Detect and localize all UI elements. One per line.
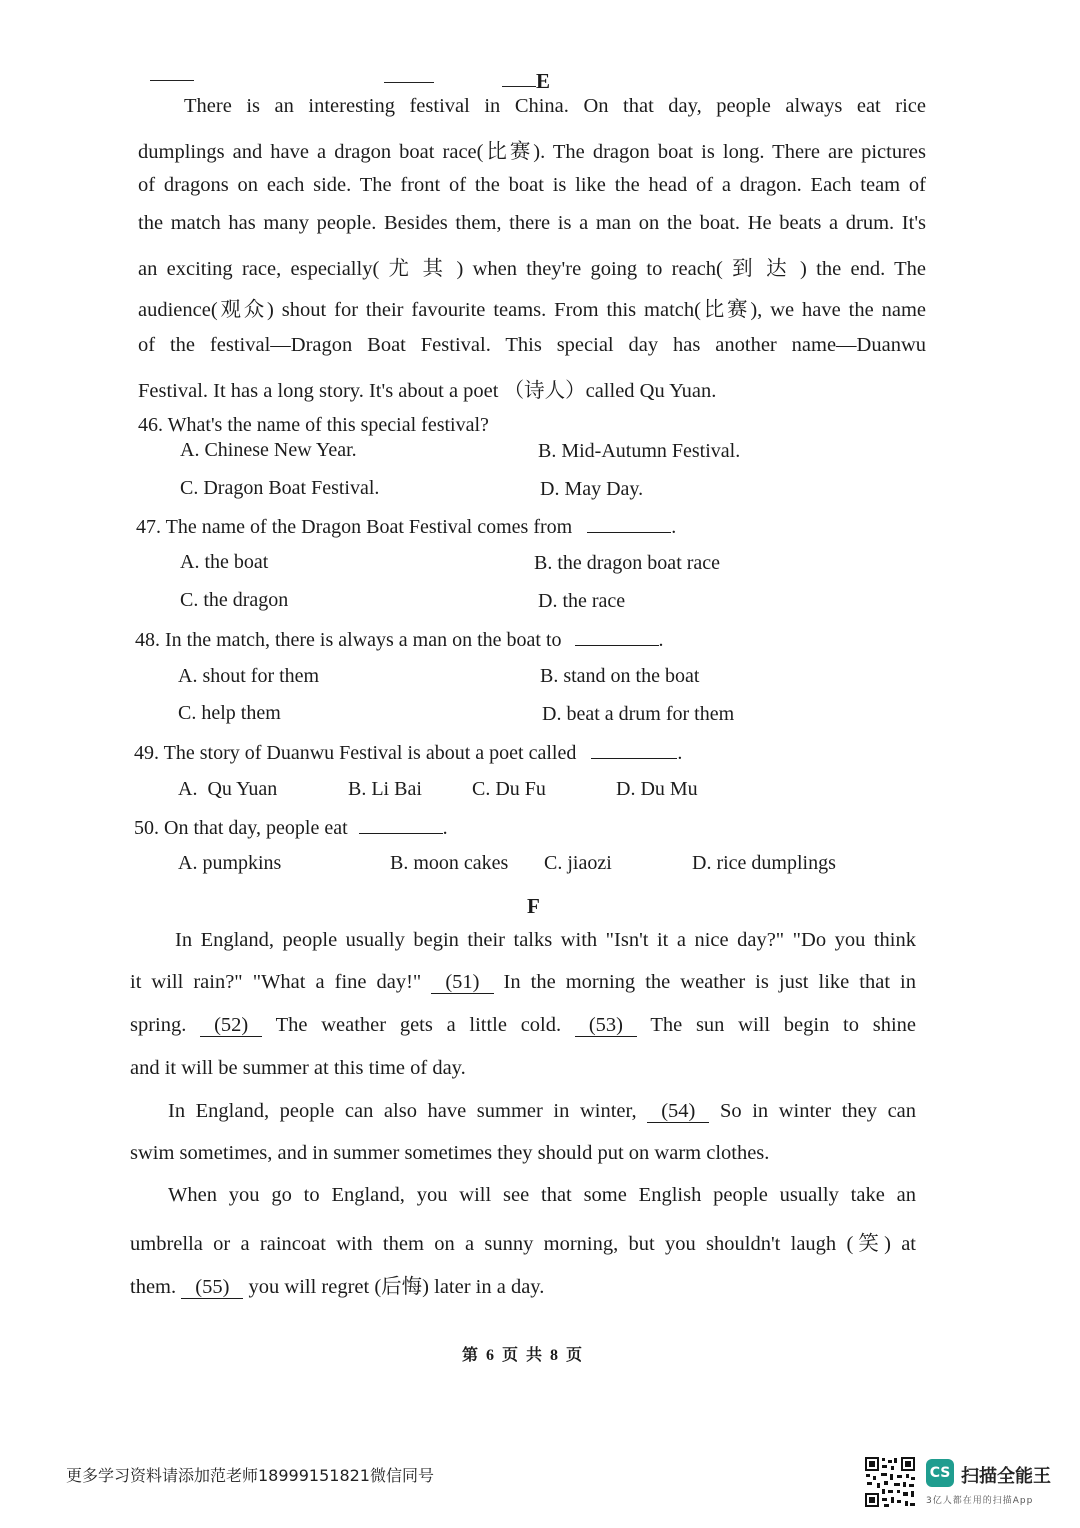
passage-text: The weather gets a little cold. xyxy=(275,1014,562,1036)
passage-line xyxy=(168,1100,916,1123)
question-50-stem xyxy=(134,815,448,840)
question-49-option-b: B. Li Bai xyxy=(348,778,422,800)
qr-code-icon xyxy=(864,1456,916,1508)
question-47-option-c: C. the dragon xyxy=(180,589,289,611)
blank-end-period: . xyxy=(677,742,683,764)
answer-blank xyxy=(575,627,659,646)
question-46-option-a: A. Chinese New Year. xyxy=(180,439,357,461)
question-49-text: 49. The story of Duanwu Festival is about a poet called xyxy=(134,742,577,764)
blank-end-period: . xyxy=(671,516,677,538)
section-e-heading: E xyxy=(536,69,551,93)
gap-54[interactable]: (54) xyxy=(647,1101,709,1123)
header-dash-left xyxy=(150,80,194,81)
question-47-option-b: B. the dragon boat race xyxy=(534,552,721,574)
page-indicator: 第 6 页 共 8 页 xyxy=(462,1347,585,1364)
blank-end-period: . xyxy=(442,817,448,839)
passage-line: and it will be summer at this time of day. xyxy=(130,1057,466,1079)
question-46-stem: 46. What's the name of this special festival? xyxy=(138,414,489,436)
question-50-text: 50. On that day, people eat xyxy=(134,817,348,839)
passage-text: it will rain?" "What a fine day!" xyxy=(130,971,422,993)
passage-line: audience(观众) shout for their favourite teams. From this match(比赛), we have the name xyxy=(138,299,926,321)
question-50-option-b: B. moon cakes xyxy=(390,852,509,874)
passage-text: you will regret (后悔) later in a day. xyxy=(248,1276,545,1298)
passage-line xyxy=(130,1269,916,1299)
header-dash-middle xyxy=(384,82,434,83)
answer-blank xyxy=(587,514,671,533)
promo-note: 更多学习资料请添加范老师18999151821微信同号 xyxy=(66,1466,434,1485)
scanner-logo-icon: CS xyxy=(926,1459,954,1487)
passage-text: In England, people can also have summer in winter, xyxy=(168,1100,637,1122)
scanner-brand: 扫描全能王 xyxy=(961,1466,1051,1487)
passage-line: In England, people usually begin their talks with "Isn't it a nice day?" "Do you think xyxy=(175,929,916,951)
question-50-option-c: C. jiaozi xyxy=(544,852,612,874)
gap-52[interactable]: (52) xyxy=(200,1015,262,1037)
question-48-text: 48. In the match, there is always a man on the boat to xyxy=(135,629,562,651)
passage-line: of the festival—Dragon Boat Festival. This special day has another name—Duanwu xyxy=(138,334,926,356)
passage-line: of dragons on each side. The front of the boat is like the head of a dragon. Each team of xyxy=(138,174,926,196)
question-47-stem xyxy=(136,514,676,539)
answer-blank xyxy=(359,815,443,834)
question-48-option-b: B. stand on the boat xyxy=(540,665,700,687)
passage-line: swim sometimes, and in summer sometimes they should put on warm clothes. xyxy=(130,1142,770,1164)
passage-text: The sun will begin to shine xyxy=(650,1014,916,1036)
passage-text: spring. xyxy=(130,1014,187,1036)
passage-text: So in winter they can xyxy=(719,1100,917,1122)
passage-line: umbrella or a raincoat with them on a sunny morning, but you shouldn't laugh (笑) at xyxy=(130,1233,916,1255)
gap-51[interactable]: (51) xyxy=(431,972,493,994)
question-46-option-d: D. May Day. xyxy=(540,478,644,500)
question-47-text: 47. The name of the Dragon Boat Festival comes from xyxy=(136,516,573,538)
question-49-option-d: D. Du Mu xyxy=(616,778,698,800)
question-47-option-a: A. the boat xyxy=(180,551,269,573)
question-49-option-c: C. Du Fu xyxy=(472,778,546,800)
question-49-stem xyxy=(134,740,682,765)
blank-end-period: . xyxy=(658,629,664,651)
passage-line xyxy=(130,971,916,994)
question-48-stem xyxy=(135,627,664,652)
question-47-option-d: D. the race xyxy=(538,590,626,612)
passage-line xyxy=(130,1014,916,1037)
passage-text: In the morning the weather is just like that in xyxy=(503,971,916,993)
question-49-option-a: A. Qu Yuan xyxy=(178,778,278,800)
passage-line: There is an interesting festival in China. On that day, people always eat rice xyxy=(184,95,926,117)
passage-text: them. xyxy=(130,1276,177,1298)
question-46-option-c: C. Dragon Boat Festival. xyxy=(180,477,380,499)
passage-line: dumplings and have a dragon boat race(比赛). The dragon boat is long. There are pictures xyxy=(138,141,926,163)
passage-line: an exciting race, especially( 尤 其 ) when they're going to reach( 到 达 ) the end. The xyxy=(138,258,926,280)
header-dash-right xyxy=(502,86,536,87)
question-50-option-a: A. pumpkins xyxy=(178,852,282,874)
section-f-heading: F xyxy=(527,894,540,918)
passage-line: Festival. It has a long story. It's about a poet （诗人）called Qu Yuan. xyxy=(138,380,717,402)
passage-line: the match has many people. Besides them, there is a man on the boat. He beats a drum. It's xyxy=(138,212,926,234)
gap-53[interactable]: (53) xyxy=(575,1015,637,1037)
passage-line: When you go to England, you will see that some English people usually take an xyxy=(168,1184,916,1206)
answer-blank xyxy=(591,740,677,759)
gap-55[interactable]: (55) xyxy=(181,1277,243,1299)
question-48-option-a: A. shout for them xyxy=(178,665,320,687)
question-48-option-c: C. help them xyxy=(178,702,281,724)
question-50-option-d: D. rice dumplings xyxy=(692,852,836,874)
question-48-option-d: D. beat a drum for them xyxy=(542,703,735,725)
scanner-tagline: 3亿人都在用的扫描App xyxy=(926,1496,1034,1506)
question-46-option-b: B. Mid-Autumn Festival. xyxy=(538,440,741,462)
